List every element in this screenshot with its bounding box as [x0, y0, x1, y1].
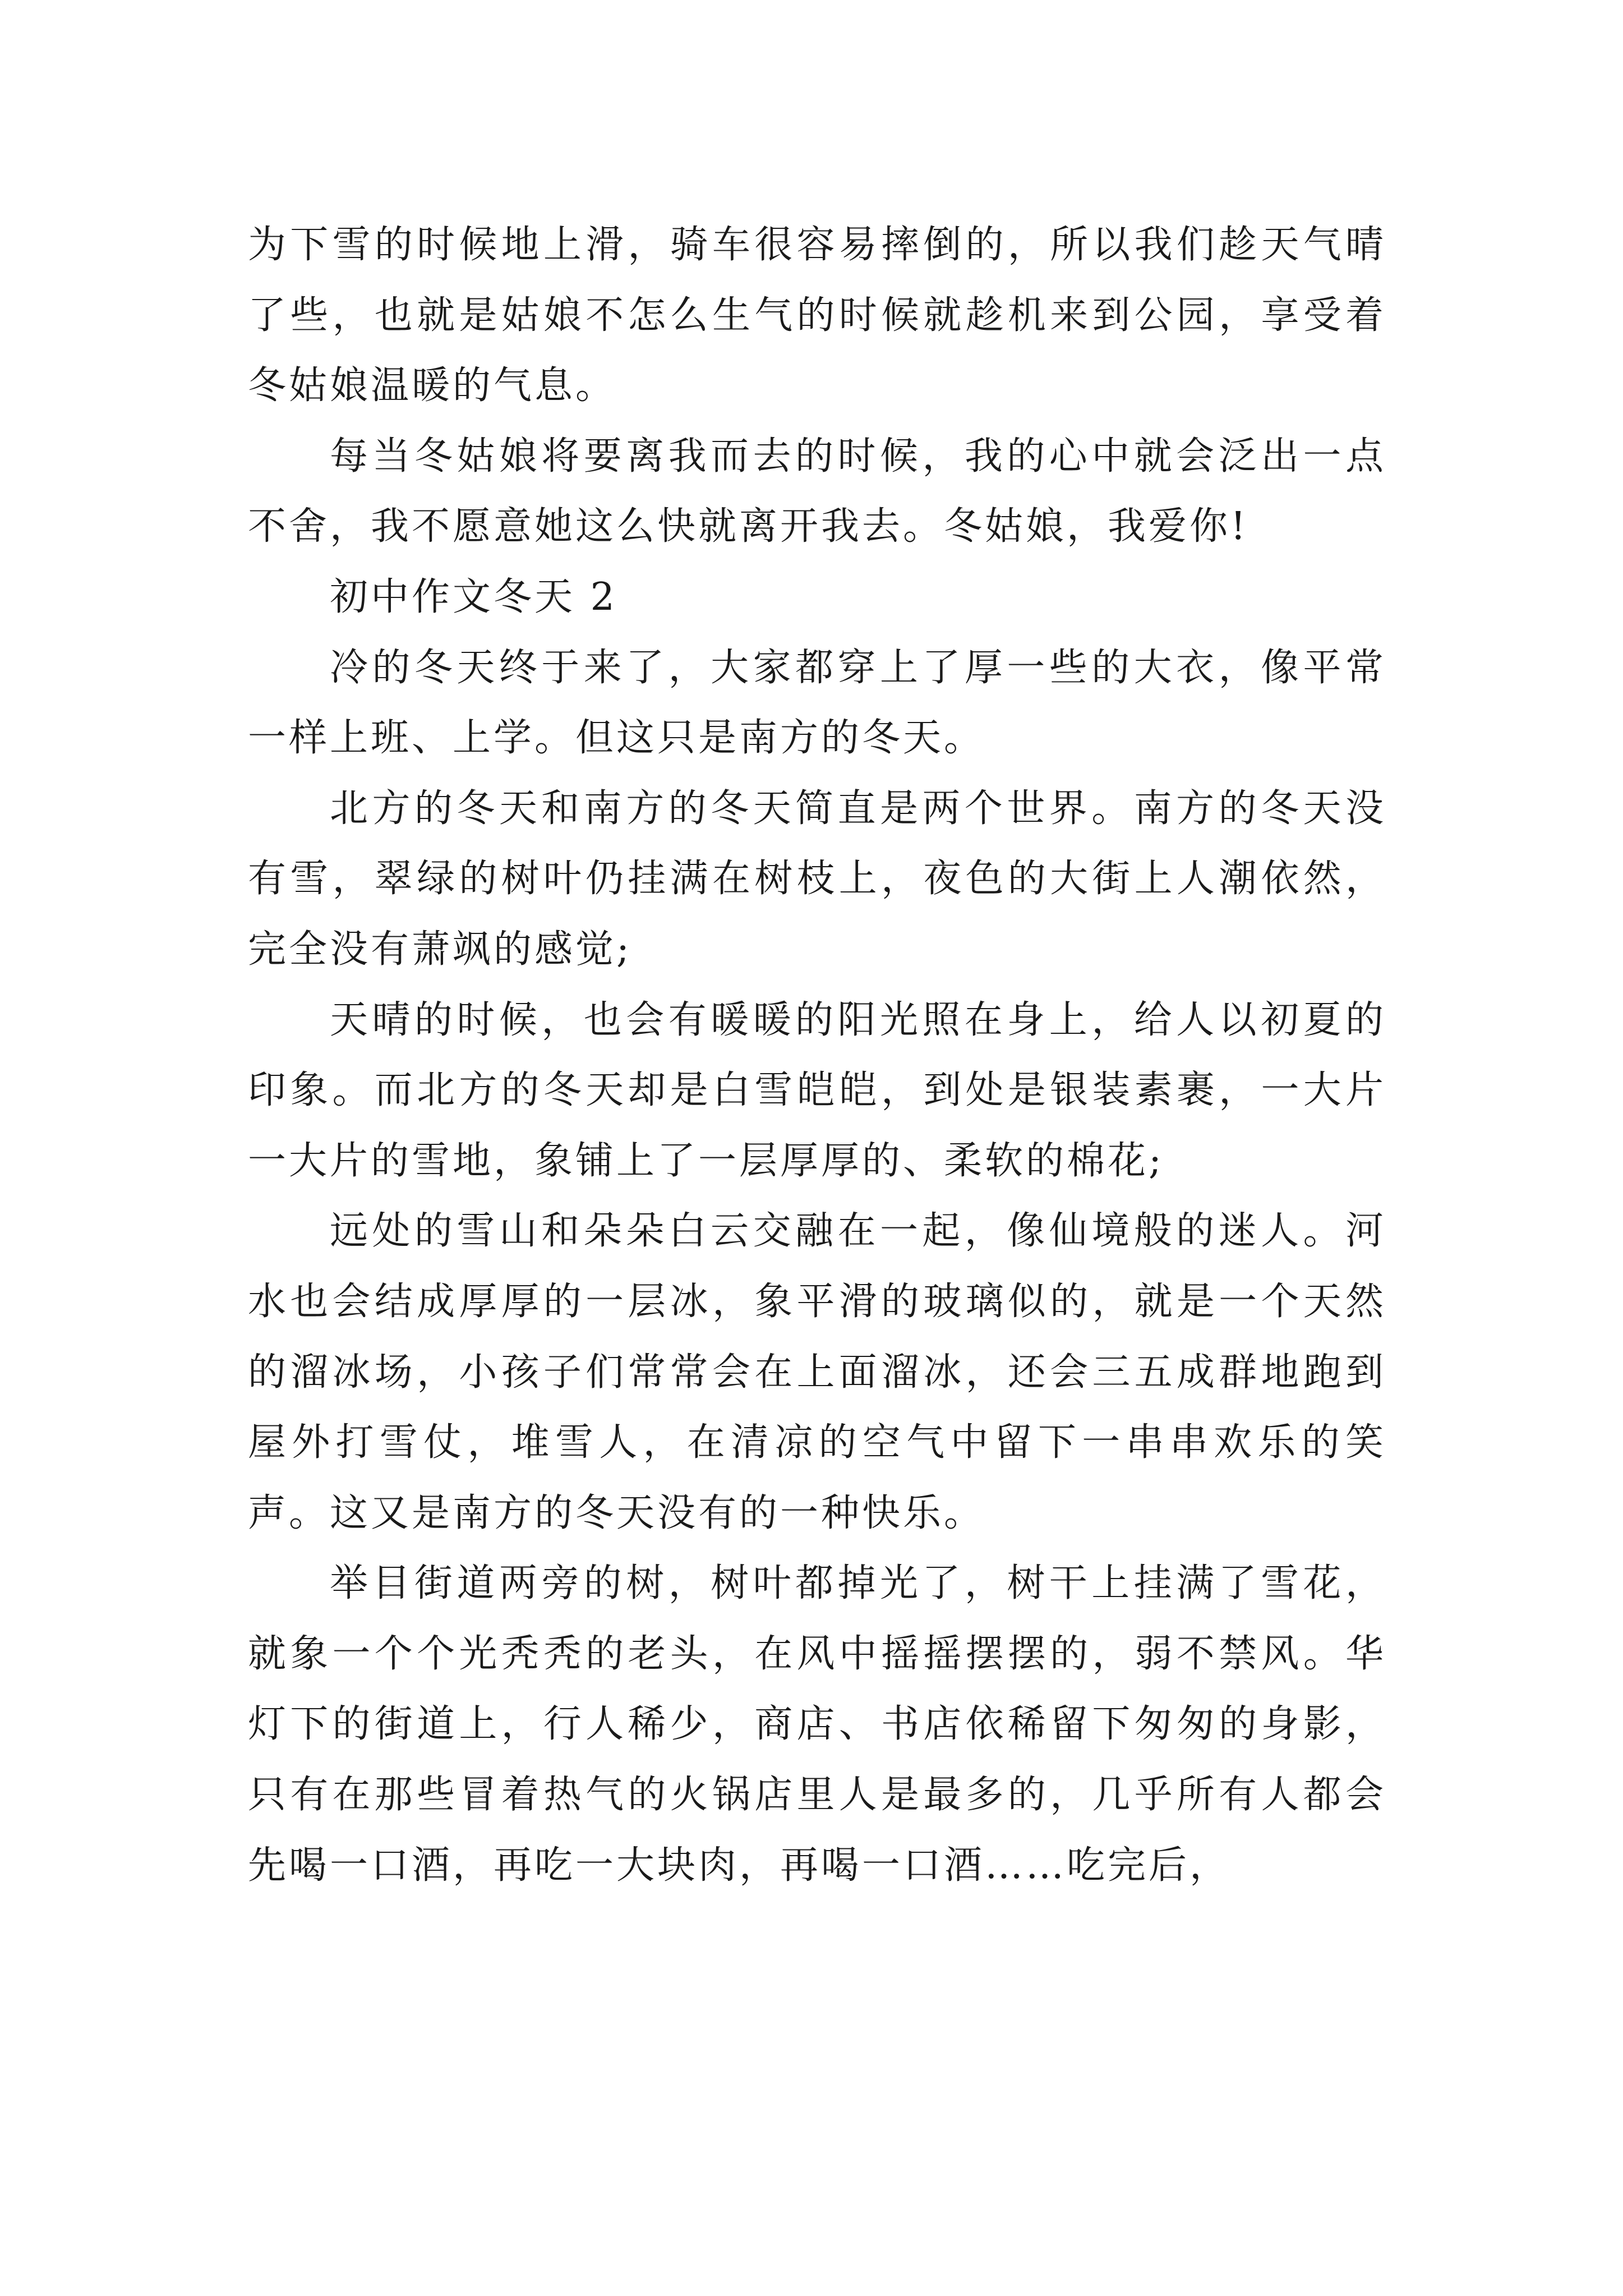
paragraph: 举目街道两旁的树，树叶都掉光了，树干上挂满了雪花，就象一个个光秃秃的老头，在风中摇摇摆摆的，弱不禁风。华灯下的街道上，行人稀少，商店、书店依稀留下匆匆的身影，只有在那些冒着热气的火锅店里人是最多的，几乎所有人都会先喝一口酒，再吃一大块肉，再喝一口酒……吃完后，	[248, 1561, 1386, 1888]
paragraph: 冷的冬天终于来了，大家都穿上了厚一些的大衣，像平常一样上班、上学。但这只是南方的冬天。	[248, 645, 1386, 761]
document-body	[248, 210, 1386, 1901]
paragraph: 远处的雪山和朵朵白云交融在一起，像仙境般的迷人。河水也会结成厚厚的一层冰，象平滑的玻璃似的，就是一个天然的溜冰场，小孩子们常常会在上面溜冰，还会三五成群地跑到屋外打雪仗，堆雪人，在清凉的空气中留下一串串欢乐的笑声。这又是南方的冬天没有的一种快乐。	[248, 1209, 1386, 1535]
paragraph: 天晴的时候，也会有暖暖的阳光照在身上，给人以初夏的印象。而北方的冬天却是白雪皑皑，到处是银装素裹，一大片一大片的雪地，象铺上了一层厚厚的、柔软的棉花;	[248, 997, 1386, 1183]
paragraph: 每当冬姑娘将要离我而去的时候，我的心中就会泛出一点不舍，我不愿意她这么快就离开我去。冬姑娘，我爱你!	[248, 434, 1386, 549]
section-heading: 初中作文冬天 2	[330, 574, 617, 619]
paragraph: 北方的冬天和南方的冬天简直是两个世界。南方的冬天没有雪，翠绿的树叶仍挂满在树枝上，夜色的大街上人潮依然，完全没有萧飒的感觉;	[248, 786, 1386, 972]
paragraph-continuation: 为下雪的时候地上滑，骑车很容易摔倒的，所以我们趁天气晴了些，也就是姑娘不怎么生气的时候就趁机来到公园，享受着冬姑娘温暖的气息。	[248, 223, 1386, 408]
